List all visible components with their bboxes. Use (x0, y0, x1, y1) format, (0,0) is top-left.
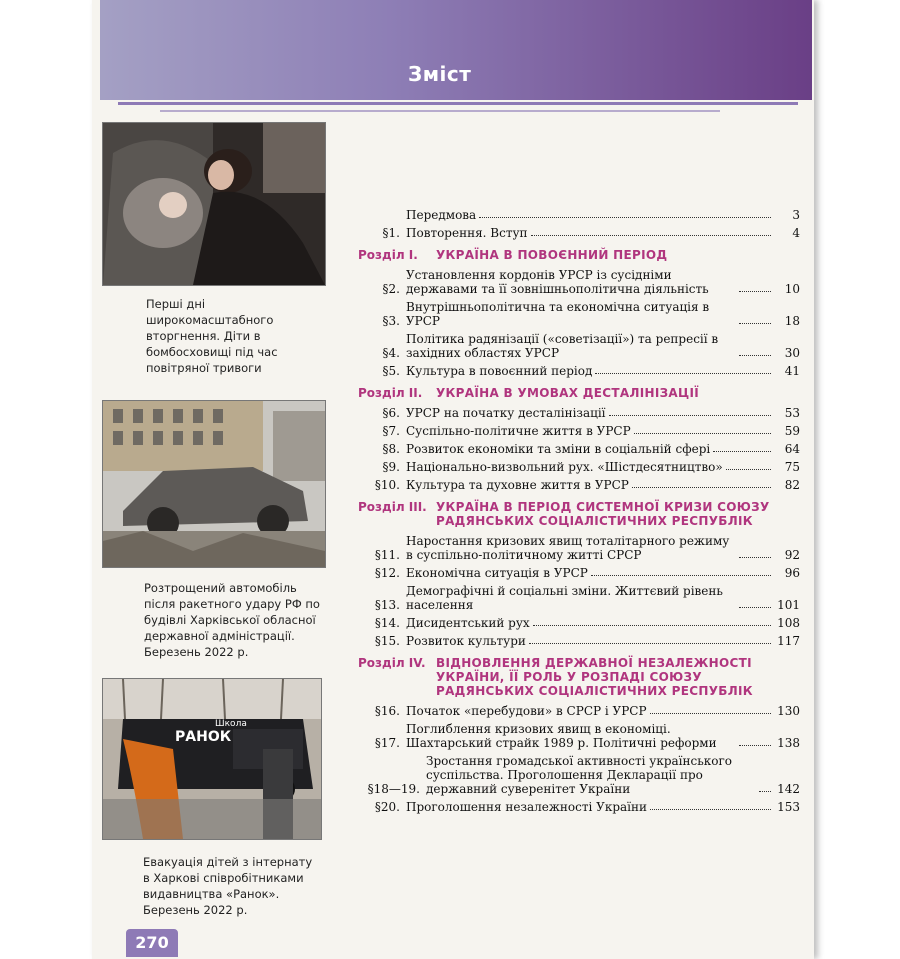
toc-entry[interactable] (360, 300, 800, 328)
toc-leader-dots (726, 469, 771, 470)
toc-entry[interactable] (360, 634, 800, 648)
toc-entry-number: §20. (374, 800, 400, 814)
toc-entry-number: §12. (374, 566, 400, 580)
toc-entry-number: §10. (374, 478, 400, 492)
toc-leader-dots (533, 625, 771, 626)
toc-leader-dots (591, 575, 771, 576)
toc-leader-dots (650, 809, 771, 810)
divider-line (118, 102, 798, 105)
toc-entry[interactable] (360, 534, 800, 562)
toc-entry[interactable] (360, 800, 800, 814)
toc-leader-dots (529, 643, 771, 644)
toc-leader-dots (739, 323, 771, 324)
toc-entry-number: §17. (374, 736, 400, 750)
toc-entry[interactable] (360, 424, 800, 438)
toc-entry-page: 153 (777, 800, 800, 814)
toc-leader-dots (634, 433, 771, 434)
toc-entry-page: 142 (777, 782, 800, 796)
toc-entry-number: §14. (374, 616, 400, 630)
toc-entry-page: 30 (784, 346, 800, 360)
toc-entry-title: Економічна ситуація в УРСР (406, 566, 588, 580)
toc-entry-number: §7. (382, 424, 400, 438)
toc-leader-dots (531, 235, 771, 236)
toc-entry[interactable] (360, 754, 800, 796)
toc-entry-title: Поглиблення кризових явищ в економіці. Шахтарський страйк 1989 р. Політичні реформи (406, 722, 717, 750)
page-title: Зміст (408, 62, 472, 86)
toc-entry[interactable] (360, 332, 800, 360)
toc-entry-number: §9. (382, 460, 400, 474)
toc-entry-number: §5. (382, 364, 400, 378)
toc-entry-page: 92 (784, 548, 800, 562)
toc-entry-page: 10 (784, 282, 800, 296)
toc-leader-dots (759, 791, 771, 792)
toc-leader-dots (739, 745, 771, 746)
toc-entry-page: 59 (784, 424, 800, 438)
section-label: Розділ III. (358, 500, 427, 514)
page-number: 270 (126, 929, 178, 957)
photo-evacuation (102, 678, 322, 840)
toc-entry-page: 108 (777, 616, 800, 630)
photo-evacuation-image (103, 679, 321, 839)
bus-sign-big: РАНОК (175, 729, 232, 745)
toc-entry-number: §2. (382, 282, 400, 296)
toc-entry-number: §16. (374, 704, 400, 718)
toc-entry[interactable] (360, 722, 800, 750)
toc-entry[interactable] (360, 268, 800, 296)
toc-entry-number: §3. (382, 314, 400, 328)
toc-leader-dots (739, 291, 771, 292)
toc-entry-number: §18—19. (367, 782, 420, 796)
section-title: УКРАЇНА В УМОВАХ ДЕСТАЛІНІЗАЦІЇ (436, 386, 699, 400)
toc-entry-page: 18 (784, 314, 800, 328)
toc-entry-number: §13. (374, 598, 400, 612)
toc-leader-dots (713, 451, 771, 452)
section-title: УКРАЇНА В ПОВОЄННИЙ ПЕРІОД (436, 248, 668, 262)
toc-section-heading[interactable] (358, 500, 800, 528)
toc-entry-title: Зростання громадської активності українського суспільства. Проголошення Декларації про державний суверенітет України (426, 754, 732, 796)
toc-entry-title: Розвиток економіки та зміни в соціальній сфері (406, 442, 711, 456)
toc-entry-page: 64 (784, 442, 800, 456)
toc-entry-page: 101 (777, 598, 800, 612)
toc-entry[interactable] (360, 208, 800, 222)
toc-entry[interactable] (360, 406, 800, 420)
toc-entry-title: Дисидентський рух (406, 616, 530, 630)
bus-sign (175, 719, 247, 745)
table-of-contents (360, 208, 800, 818)
toc-leader-dots (595, 373, 771, 374)
toc-section-heading[interactable] (358, 248, 800, 262)
toc-entry-title: Установлення кордонів УРСР із сусідніми державами та її зовнішньополітична діяльність (406, 268, 709, 296)
toc-leader-dots (650, 713, 771, 714)
caption-photo-3: Евакуація дітей з інтернату в Харкові співробітниками видавництва «Ранок». Березень 2022 р. (143, 855, 313, 917)
toc-leader-dots (479, 217, 771, 218)
toc-section-heading[interactable] (358, 656, 800, 698)
toc-entry-title: Демографічні й соціальні зміни. Життєвий рівень населення (406, 584, 723, 612)
toc-entry-page: 75 (784, 460, 800, 474)
divider-line-thin (160, 110, 720, 112)
toc-leader-dots (609, 415, 772, 416)
section-title: УКРАЇНА В ПЕРІОД СИСТЕМНОЇ КРИЗИ СОЮЗУ РАДЯНСЬКИХ СОЦІАЛІСТИЧНИХ РЕСПУБЛІК (436, 500, 770, 528)
toc-entry[interactable] (360, 364, 800, 378)
toc-entry-page: 53 (784, 406, 800, 420)
toc-entry-title: УРСР на початку десталінізації (406, 406, 606, 420)
toc-entry-title: Проголошення незалежності України (406, 800, 648, 814)
toc-entry-title: Політика радянізації («советізації») та репресії в західних областях УРСР (406, 332, 719, 360)
toc-entry-page: 41 (784, 364, 800, 378)
caption-photo-1: Перші дні широкомасштабного вторгнення. Діти в бомбосховищі під час повітряної тривоги (146, 297, 278, 375)
toc-entry-page: 4 (792, 226, 800, 240)
toc-leader-dots (739, 557, 771, 558)
toc-entry-page: 117 (777, 634, 800, 648)
toc-entry-number: §4. (382, 346, 400, 360)
toc-entry[interactable] (360, 704, 800, 718)
toc-entry[interactable] (360, 442, 800, 456)
toc-entry-title: Внутрішньополітична та економічна ситуація в УРСР (406, 300, 710, 328)
toc-entry-number: §15. (374, 634, 400, 648)
section-label: Розділ I. (358, 248, 418, 262)
toc-entry[interactable] (360, 584, 800, 612)
toc-entry-title: Повторення. Вступ (406, 226, 528, 240)
toc-entry-title: Культура та духовне життя в УРСР (406, 478, 629, 492)
toc-entry-title: Наростання кризових явищ тоталітарного режиму в суспільно-політичному житті СРСР (406, 534, 730, 562)
toc-entry-number: §1. (382, 226, 400, 240)
toc-entry[interactable] (360, 478, 800, 492)
photo-destroyed-car-image (103, 401, 325, 567)
toc-entry[interactable] (360, 460, 800, 474)
toc-entry-page: 82 (784, 478, 800, 492)
toc-entry[interactable] (360, 226, 800, 240)
toc-entry-page: 3 (792, 208, 800, 222)
toc-entry-title: Суспільно-політичне життя в УРСР (406, 424, 631, 438)
toc-leader-dots (739, 355, 771, 356)
toc-entry-page: 138 (777, 736, 800, 750)
section-label: Розділ IV. (358, 656, 426, 670)
toc-entry-title: Національно-визвольний рух. «Шістдесятництво» (406, 460, 723, 474)
toc-entry-number: §6. (382, 406, 400, 420)
toc-entry-title: Початок «перебудови» в СРСР і УРСР (406, 704, 647, 718)
photo-shelter-image (103, 123, 325, 285)
toc-entry-title: Розвиток культури (406, 634, 526, 648)
photo-destroyed-car (102, 400, 326, 568)
toc-section-heading[interactable] (358, 386, 800, 400)
toc-entry-number: §8. (382, 442, 400, 456)
toc-leader-dots (632, 487, 771, 488)
section-label: Розділ II. (358, 386, 423, 400)
toc-entry[interactable] (360, 616, 800, 630)
toc-entry-title: Культура в повоєнний період (406, 364, 593, 378)
toc-entry-page: 96 (784, 566, 800, 580)
toc-entry-page: 130 (777, 704, 800, 718)
toc-entry[interactable] (360, 566, 800, 580)
toc-entry-title: Передмова (406, 208, 477, 222)
toc-entry-number: §11. (374, 548, 400, 562)
toc-leader-dots (739, 607, 771, 608)
caption-photo-2: Розтрощений автомобіль після ракетного удару РФ по будівлі Харківської обласної державної адміністрації. Березень 2022 р. (144, 581, 320, 659)
bus-sign-small: Школа (215, 719, 247, 729)
section-title: ВІДНОВЛЕННЯ ДЕРЖАВНОЇ НЕЗАЛЕЖНОСТІ УКРАЇНИ, ЇЇ РОЛЬ У РОЗПАДІ СОЮЗУ РАДЯНСЬКИХ СОЦІАЛІСТИЧНИХ РЕСПУБЛІК (436, 656, 753, 698)
photo-shelter-children (102, 122, 326, 286)
